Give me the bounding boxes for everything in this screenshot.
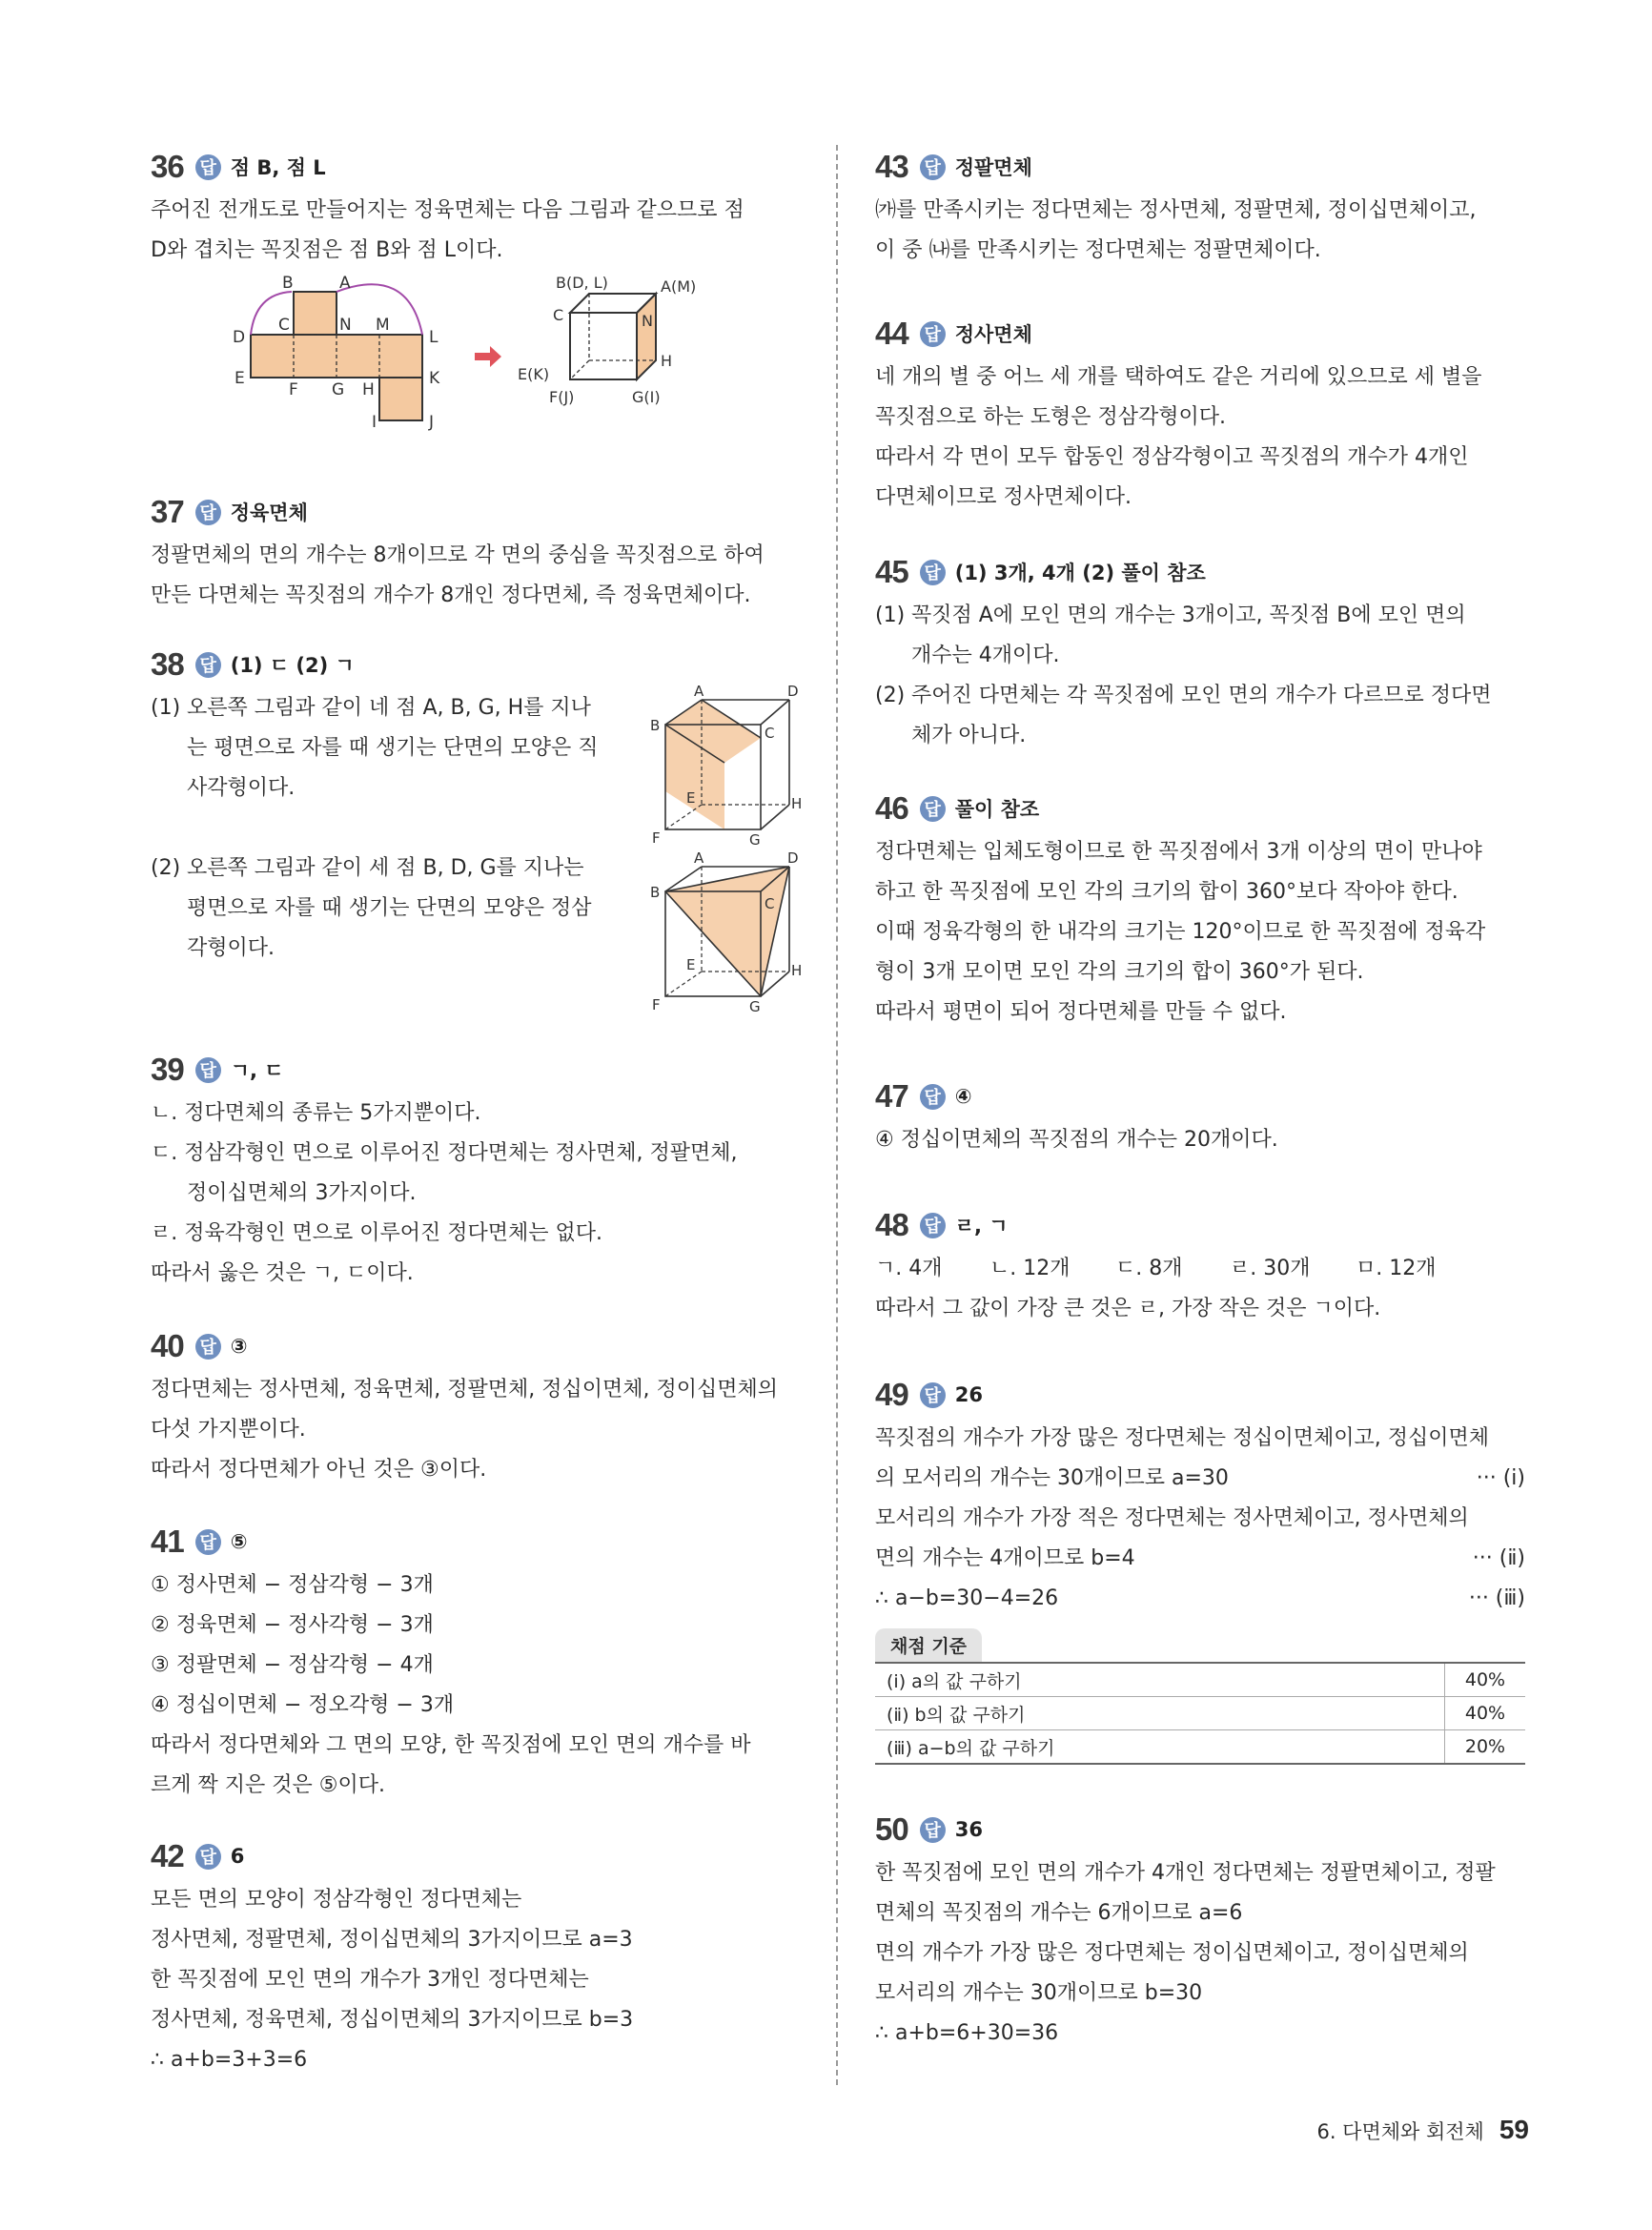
text-line: 정이십면체의 3가지이다. [187,1181,417,1205]
text-line: 각형이다. [187,936,275,960]
item: ㅁ. 12개 [1356,1257,1437,1280]
text-line: 한 꼭짓점에 모인 면의 개수가 3개인 정다면체는 [151,1968,589,1992]
cube-section-triangle-figure [637,849,803,1015]
label-B: B [282,274,294,293]
item: ㄷ. 8개 [1115,1257,1183,1280]
problem-number: 41 [151,1524,184,1559]
page-number: 59 [1499,2115,1529,2144]
cube-label-fj: F(J) [549,388,575,406]
answer: 점 B, 점 L [230,156,326,179]
answer: 36 [954,1818,983,1841]
answer-badge: 답 [195,1844,221,1870]
label-H: H [362,380,375,399]
table-cell: (ⅲ) a−b의 값 구하기 [875,1730,1445,1765]
label-M: M [376,316,390,335]
answer: 정팔면체 [954,156,1032,179]
text-line: 체가 아니다. [911,724,1027,747]
table-row [875,1663,1525,1697]
text-line: 네 개의 별 중 어느 세 개를 택하여도 같은 거리에 있으므로 세 별을 [875,365,1482,389]
label-A: A [339,274,351,293]
answer-badge: 답 [195,500,221,525]
text-line: ② 정육면체 − 정사각형 − 3개 [151,1613,434,1637]
label-B: B [650,717,661,734]
text-line: 다면체이므로 정사면체이다. [875,485,1132,509]
problem-number: 38 [151,646,184,682]
table-row [875,1697,1525,1730]
problem-number: 44 [875,316,908,351]
answer: 정사면체 [954,323,1032,346]
answer: ㄹ, ㄱ [954,1215,1009,1238]
text-line: ∴ a+b=3+3=6 [151,2048,308,2072]
text-line: 꼭짓점 A에 모인 면의 개수는 3개이고, 꼭짓점 B에 모인 면의 [911,604,1466,627]
problem-46 [875,785,1525,1073]
answer: 6 [230,1845,245,1868]
page-footer [1306,2115,1529,2145]
text-line: 면체의 꼭짓점의 개수는 6개이므로 a=6 [875,1901,1243,1925]
text-line: 따라서 옳은 것은 ㄱ, ㄷ이다. [151,1261,414,1285]
scoring-table-title: 채점 기준 [875,1628,982,1662]
text-line: ③ 정팔면체 − 정삼각형 − 4개 [151,1653,434,1677]
text-line: 정사면체, 정팔면체, 정이십면체의 3가지이므로 a=3 [151,1928,633,1952]
problem-49 [875,1371,1525,1806]
answer-badge: 답 [195,1334,221,1360]
problem-37 [151,488,797,641]
text-line: 만든 다면체는 꼭짓점의 개수가 8개인 정다면체, 즉 정육면체이다. [151,583,751,607]
label-E: E [235,369,245,388]
right-column [875,143,1525,2054]
text-line: 형이 3개 모이면 모인 각의 크기의 합이 360°가 된다. [875,960,1364,984]
problem-number: 39 [151,1052,184,1087]
problem-number: 45 [875,554,908,589]
text-line: 주어진 전개도로 만들어지는 정육면체는 다음 그림과 같으므로 점 [151,198,744,222]
text-line: 평면으로 자를 때 생기는 단면의 모양은 정삼 [187,896,592,920]
text-line: 정다면체는 정사면체, 정육면체, 정팔면체, 정십이면체, 정이십면체의 [151,1378,778,1401]
text-line: 한 꼭짓점에 모인 면의 개수가 4개인 정다면체는 정팔면체이고, 정팔 [875,1861,1496,1885]
step-marker: ··· (ⅰ) [1476,1466,1525,1490]
text-line: ㄴ. 정다면체의 종류는 5가지뿐이다. [151,1101,481,1125]
label-E: E [686,956,696,973]
step-marker: ··· (ⅲ) [1468,1586,1525,1610]
answer-badge: 답 [920,1084,946,1110]
label-H: H [791,795,803,812]
label-D: D [787,683,799,700]
answer: ④ [954,1085,972,1108]
label-G: G [749,831,761,849]
cube-section-rectangle-figure [637,683,803,849]
text-line [875,1579,1525,1619]
text-line: 사각형이다. [187,776,296,800]
text-line: ∴ a+b=6+30=36 [875,2021,1059,2045]
problem-number: 42 [151,1838,184,1873]
label-K: K [429,369,440,388]
label-C: C [278,316,290,335]
problem-39 [151,1046,797,1322]
problem-40 [151,1322,797,1518]
label-H: H [791,962,803,979]
text-line: 모서리의 개수는 30개이므로 b=30 [875,1981,1203,2005]
answer: ③ [230,1335,248,1358]
answer-badge: 답 [195,1057,221,1083]
label-D: D [787,849,799,867]
answer: (1) 3개, 4개 (2) 풀이 참조 [954,562,1206,584]
text-line: 정팔면체의 면의 개수는 8개이므로 각 면의 중심을 꼭짓점으로 하여 [151,543,765,567]
problem-36 [151,143,797,488]
label-E: E [686,789,696,807]
answer: ㄱ, ㄷ [230,1059,284,1082]
problem-number: 49 [875,1377,908,1412]
text-line: 정사면체, 정육면체, 정십이면체의 3가지이므로 b=3 [151,2008,634,2032]
sub-marker: (2) [151,856,181,880]
text-line: 따라서 그 값이 가장 큰 것은 ㄹ, 가장 작은 것은 ㄱ이다. [875,1297,1381,1320]
text-line: ㈎를 만족시키는 정다면체는 정사면체, 정팔면체, 정이십면체이고, [875,198,1477,222]
text-line: 르게 짝 지은 것은 ⑤이다. [151,1773,385,1797]
answer: ⑤ [230,1530,248,1553]
answer-badge: 답 [920,154,946,180]
step-marker: ··· (ⅱ) [1472,1546,1525,1570]
text-line: D와 겹치는 꼭짓점은 점 B와 점 L이다. [151,238,503,262]
answer-badge: 답 [195,1529,221,1555]
scoring-table [875,1662,1525,1765]
item: ㄱ. 4개 [875,1257,943,1280]
statement: 면의 개수는 4개이므로 b=4 [875,1546,1135,1570]
text-line: 이 중 ㈏를 만족시키는 정다면체는 정팔면체이다. [875,238,1321,262]
chapter-title: 6. 다면체와 회전체 [1316,2120,1484,2143]
text-line: 따라서 정다면체와 그 면의 모양, 한 꼭짓점에 모인 면의 개수를 바 [151,1733,751,1757]
label-D: D [233,328,246,347]
cube-label-ek: E(K) [518,365,550,383]
text-line: 꼭짓점으로 하는 도형은 정삼각형이다. [875,405,1227,429]
label-B: B [650,884,661,901]
text-line: 오른쪽 그림과 같이 세 점 B, D, G를 지나는 [187,856,584,880]
sub-marker: (1) [151,696,181,720]
text-line: 주어진 다면체는 각 꼭짓점에 모인 면의 개수가 다르므로 정다면 [911,684,1492,707]
statement: ∴ a−b=30−4=26 [875,1586,1059,1610]
text-line: ④ 정십이면체 − 정오각형 − 3개 [151,1693,455,1717]
net-and-cube-figure [151,274,797,432]
text-line: ㄷ. 정삼각형인 면으로 이루어진 정다면체는 정사면체, 정팔면체, [151,1141,738,1165]
answer-badge: 답 [920,1382,946,1408]
table-cell: (ⅰ) a의 값 구하기 [875,1663,1445,1697]
problem-47 [875,1073,1525,1201]
answer: 풀이 참조 [954,798,1040,821]
text-line: 이때 정육각형의 한 내각의 크기는 120°이므로 한 꼭짓점에 정육각 [875,920,1486,944]
label-L: L [429,328,438,347]
problem-number: 50 [875,1811,908,1847]
label-G: G [332,380,345,399]
table-cell: 40% [1445,1663,1526,1697]
table-row [875,1730,1525,1765]
cube-label-c: C [553,306,564,324]
label-C: C [765,895,775,912]
problem-44 [875,310,1525,548]
problem-number: 47 [875,1078,908,1114]
label-N: N [339,316,352,335]
cube-label-h: H [661,352,673,370]
answer-badge: 답 [920,1213,946,1238]
problem-number: 36 [151,149,184,184]
text-line [875,1539,1525,1579]
label-C: C [765,725,775,742]
problem-number: 37 [151,494,184,529]
arrow-icon [475,346,501,367]
answer: (1) ㄷ (2) ㄱ [230,654,355,677]
text-line: 면의 개수가 가장 많은 정다면체는 정이십면체이고, 정이십면체의 [875,1941,1469,1965]
label-F: F [289,380,298,399]
text-line: 개수는 4개이다. [911,644,1060,667]
item: ㄹ. 30개 [1230,1257,1311,1280]
sub-marker: (2) [875,684,906,707]
answer-badge: 답 [195,652,221,678]
label-J: J [429,413,435,432]
item: ㄴ. 12개 [989,1257,1071,1280]
problem-45 [875,548,1525,785]
text-line: 정다면체는 입체도형이므로 한 꼭짓점에서 3개 이상의 면이 만나야 [875,840,1482,864]
text-line: 는 평면으로 자를 때 생기는 단면의 모양은 직 [187,736,599,760]
cube-label-n: N [642,312,653,330]
problem-38 [151,641,803,1046]
answer-badge: 답 [920,321,946,347]
problem-number: 43 [875,149,908,184]
label-G: G [749,998,761,1015]
answer: 26 [954,1383,983,1406]
left-column [151,143,803,2080]
answer-badge: 답 [920,796,946,822]
sub-marker: (1) [875,604,906,627]
problem-number: 48 [875,1207,908,1242]
problem-number: 46 [875,790,908,826]
text-line: 따라서 정다면체가 아닌 것은 ③이다. [151,1458,487,1482]
answer: 정육면체 [230,501,308,524]
problem-number: 40 [151,1328,184,1363]
problem-50 [875,1806,1525,2054]
label-A: A [694,849,704,867]
statement: 의 모서리의 개수는 30개이므로 a=30 [875,1466,1229,1490]
text-line: ④ 정십이면체의 꼭짓점의 개수는 20개이다. [875,1128,1278,1152]
table-cell: 20% [1445,1730,1526,1765]
column-divider [836,145,838,2085]
text-line: 따라서 각 면이 모두 합동인 정삼각형이고 꼭짓점의 개수가 4개인 [875,445,1469,469]
label-F: F [652,996,661,1013]
table-cell: (ⅱ) b의 값 구하기 [875,1697,1445,1730]
text-line: 다섯 가지뿐이다. [151,1418,306,1442]
text-line [875,1459,1525,1499]
label-I: I [372,413,377,432]
item-row [875,1249,1525,1289]
cube-label-am: A(M) [661,277,697,296]
text-line: 모든 면의 모양이 정삼각형인 정다면체는 [151,1888,522,1912]
label-F: F [652,829,661,847]
answer-badge: 답 [920,1817,946,1843]
text-line: 오른쪽 그림과 같이 네 점 A, B, G, H를 지나 [187,696,591,720]
text-line: 하고 한 꼭짓점에 모인 각의 크기의 합이 360°보다 작아야 한다. [875,880,1458,904]
answer-badge: 답 [195,154,221,180]
answer-badge: 답 [920,560,946,585]
problem-41 [151,1518,797,1832]
label-A: A [694,683,704,700]
text-line: ① 정사면체 − 정삼각형 − 3개 [151,1573,434,1597]
text-line: 모서리의 개수가 가장 적은 정다면체는 정사면체이고, 정사면체의 [875,1506,1469,1530]
text-line: 따라서 평면이 되어 정다면체를 만들 수 없다. [875,1000,1287,1024]
table-cell: 40% [1445,1697,1526,1730]
problem-48 [875,1201,1525,1371]
cube-label-bdl: B(D, L) [556,274,608,292]
text-line: ㄹ. 정육각형인 면으로 이루어진 정다면체는 없다. [151,1221,602,1245]
cube-label-gi: G(I) [632,388,661,406]
text-line: 꼭짓점의 개수가 가장 많은 정다면체는 정십이면체이고, 정십이면체 [875,1426,1490,1450]
problem-42 [151,1832,797,2080]
problem-43 [875,143,1525,310]
